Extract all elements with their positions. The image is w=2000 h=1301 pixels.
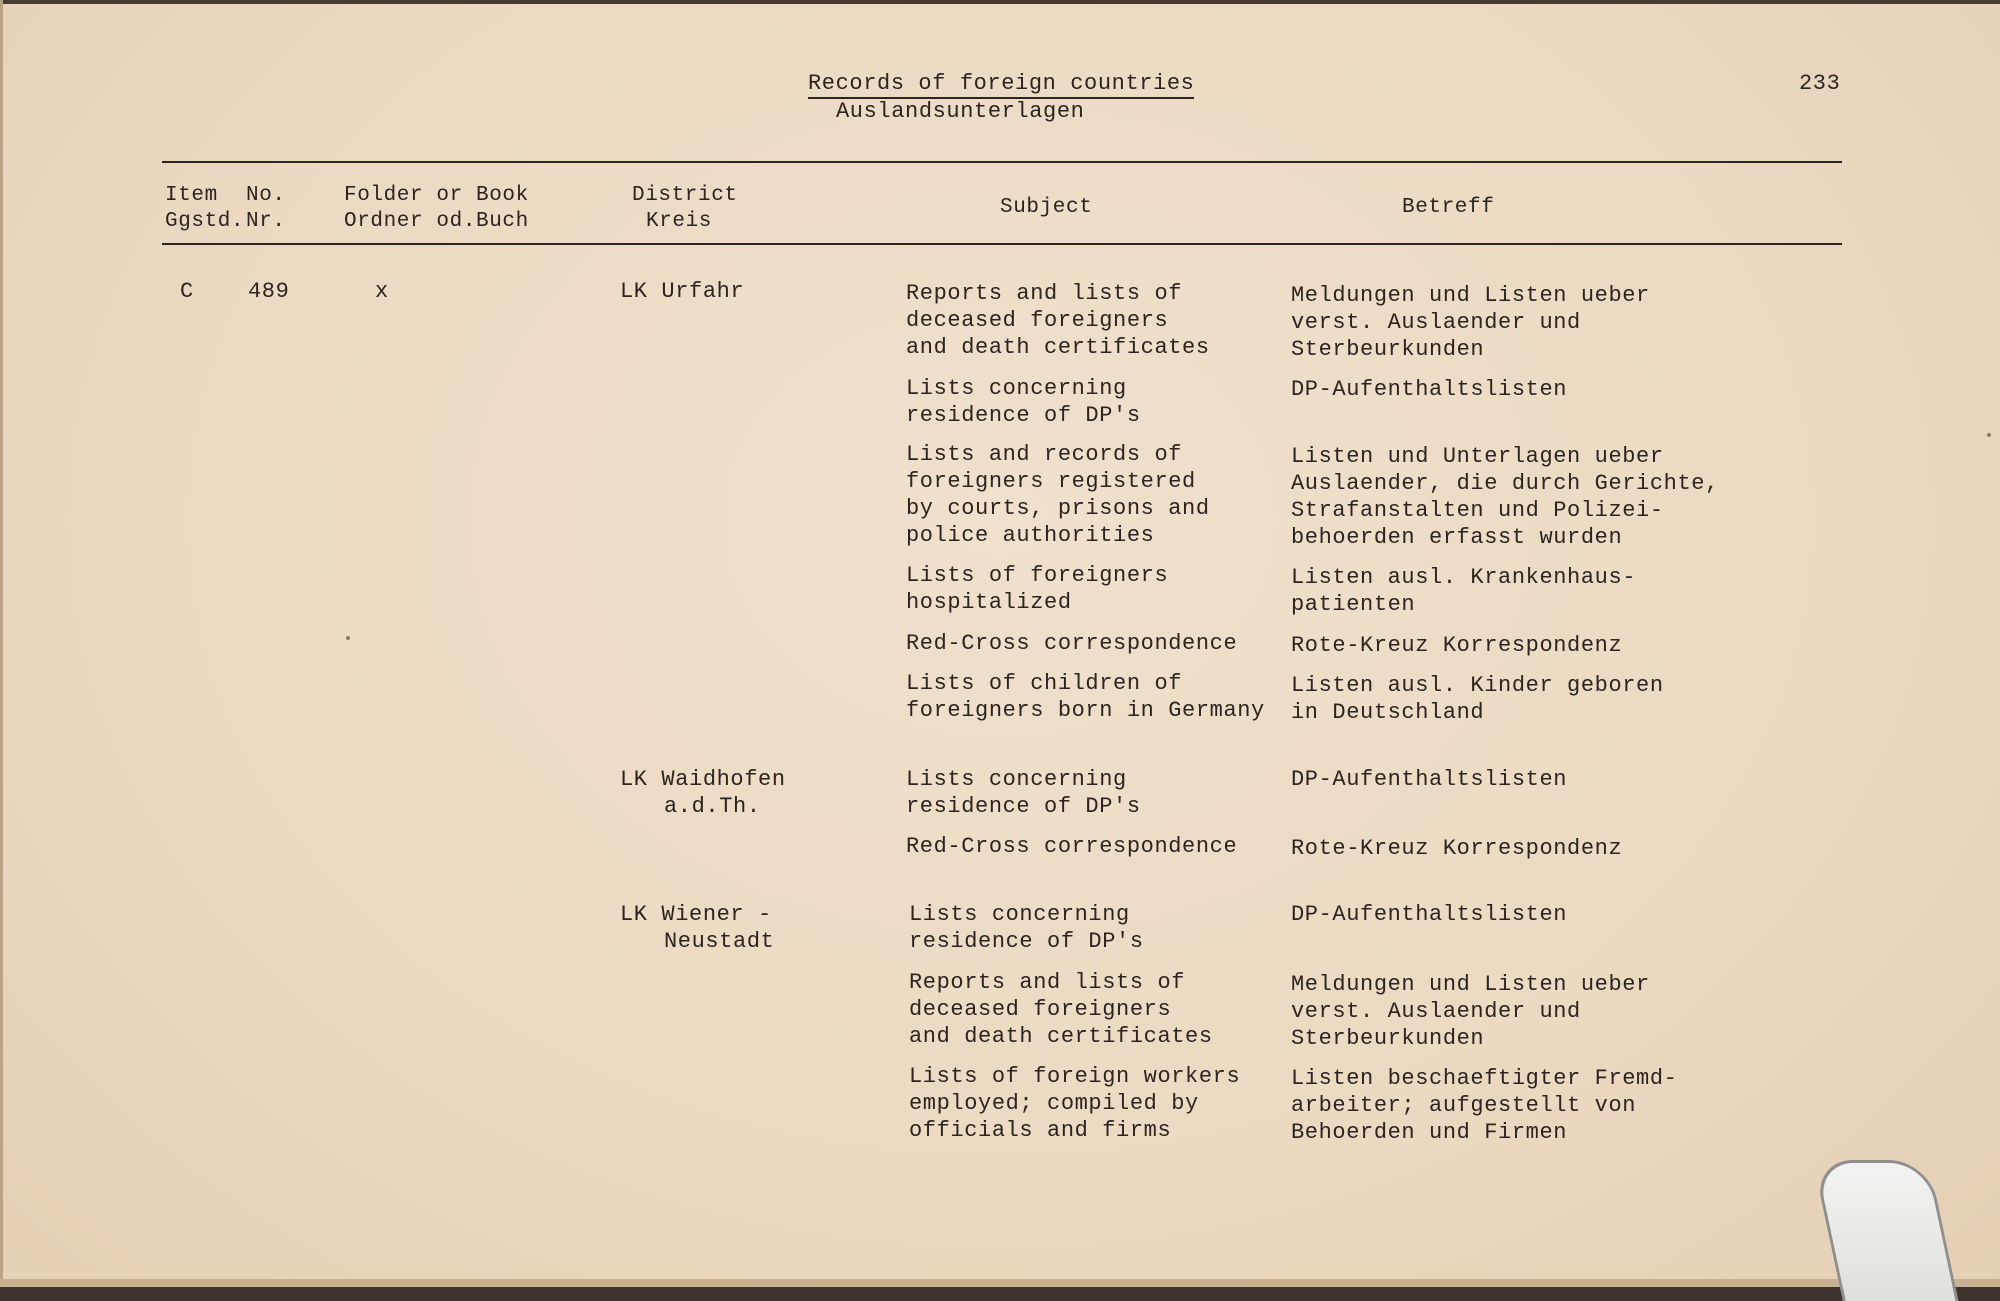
- betreff-line: Behoerden und Firmen: [1291, 1120, 1568, 1145]
- page-title: Records of foreign countries: [808, 70, 1194, 99]
- betreff-line: Meldungen und Listen ueber: [1291, 283, 1650, 308]
- betreff-line: arbeiter; aufgestellt von: [1291, 1093, 1637, 1118]
- paper-speck: [1987, 433, 1991, 437]
- betreff-line: Auslaender, die durch Gerichte,: [1291, 471, 1719, 496]
- header-rule-top: [162, 161, 1842, 163]
- subject-line: Lists of foreigners: [906, 563, 1169, 588]
- district-name: Neustadt: [664, 929, 775, 954]
- betreff-line: behoerden erfasst wurden: [1291, 525, 1623, 550]
- subject-line: Lists concerning: [909, 902, 1130, 927]
- col-item-header: Item: [165, 184, 218, 207]
- subject-line: deceased foreigners: [906, 308, 1169, 333]
- col-folder-header: Folder or Book: [344, 184, 529, 207]
- betreff-line: Sterbeurkunden: [1291, 1026, 1485, 1051]
- col-betreff-header: Betreff: [1402, 196, 1495, 219]
- entry-item-letter: C: [180, 279, 194, 304]
- betreff-line: patienten: [1291, 592, 1416, 617]
- betreff-line: Meldungen und Listen ueber: [1291, 972, 1650, 997]
- betreff-line: Rote-Kreuz Korrespondenz: [1291, 633, 1623, 658]
- subject-line: Lists concerning: [906, 767, 1127, 792]
- subject-line: residence of DP's: [906, 403, 1141, 428]
- subject-line: foreigners born in Germany: [906, 698, 1265, 723]
- col-subject-header: Subject: [1000, 196, 1093, 219]
- header-rule-bottom: [162, 243, 1842, 245]
- betreff-line: in Deutschland: [1291, 700, 1485, 725]
- subject-line: police authorities: [906, 523, 1155, 548]
- betreff-line: Listen ausl. Kinder geboren: [1291, 673, 1664, 698]
- betreff-line: Sterbeurkunden: [1291, 337, 1485, 362]
- subject-line: Reports and lists of: [909, 970, 1186, 995]
- entry-folder-mark: x: [375, 279, 389, 304]
- subject-line: Red-Cross correspondence: [906, 834, 1238, 859]
- subject-line: Lists concerning: [906, 376, 1127, 401]
- col-ggstd-header: Ggstd.: [165, 210, 245, 233]
- subject-line: officials and firms: [909, 1118, 1172, 1143]
- betreff-line: DP-Aufenthaltslisten: [1291, 377, 1568, 402]
- betreff-line: Strafanstalten und Polizei-: [1291, 498, 1664, 523]
- subject-line: Reports and lists of: [906, 281, 1183, 306]
- subject-line: Red-Cross correspondence: [906, 631, 1238, 656]
- page-bottom-shadow: [0, 1279, 2000, 1287]
- betreff-line: Listen und Unterlagen ueber: [1291, 444, 1664, 469]
- col-kreis-header: Kreis: [646, 210, 713, 233]
- subject-line: by courts, prisons and: [906, 496, 1210, 521]
- subject-line: Lists and records of: [906, 442, 1183, 467]
- district-name: LK Waidhofen: [620, 767, 786, 792]
- col-nr-header: Nr.: [246, 210, 286, 233]
- betreff-line: DP-Aufenthaltslisten: [1291, 767, 1568, 792]
- betreff-line: Rote-Kreuz Korrespondenz: [1291, 836, 1623, 861]
- col-district-header: District: [632, 184, 738, 207]
- page-top-edge: [0, 0, 2000, 4]
- page-left-edge: [0, 0, 3, 1301]
- district-name: a.d.Th.: [664, 794, 761, 819]
- betreff-line: Listen ausl. Krankenhaus-: [1291, 565, 1637, 590]
- subject-line: Lists of children of: [906, 671, 1183, 696]
- betreff-line: Listen beschaeftigter Fremd-: [1291, 1066, 1678, 1091]
- entry-number: 489: [248, 279, 290, 304]
- district-name: LK Urfahr: [620, 279, 745, 304]
- paper-speck: [346, 636, 350, 640]
- subject-line: residence of DP's: [906, 794, 1141, 819]
- subject-line: residence of DP's: [909, 929, 1144, 954]
- subject-line: deceased foreigners: [909, 997, 1172, 1022]
- col-ordner-header: Ordner od.Buch: [344, 210, 529, 233]
- subject-line: Lists of foreign workers: [909, 1064, 1241, 1089]
- betreff-line: DP-Aufenthaltslisten: [1291, 902, 1568, 927]
- district-name: LK Wiener -: [620, 902, 772, 927]
- betreff-line: verst. Auslaender und: [1291, 310, 1581, 335]
- page-bottom-edge: [0, 1287, 2000, 1301]
- subject-line: hospitalized: [906, 590, 1072, 615]
- page-number: 233: [1799, 71, 1841, 96]
- subject-line: and death certificates: [906, 335, 1210, 360]
- page-subtitle: Auslandsunterlagen: [836, 99, 1085, 124]
- subject-line: foreigners registered: [906, 469, 1196, 494]
- subject-line: and death certificates: [909, 1024, 1213, 1049]
- subject-line: employed; compiled by: [909, 1091, 1199, 1116]
- betreff-line: verst. Auslaender und: [1291, 999, 1581, 1024]
- col-no-header: No.: [246, 184, 286, 207]
